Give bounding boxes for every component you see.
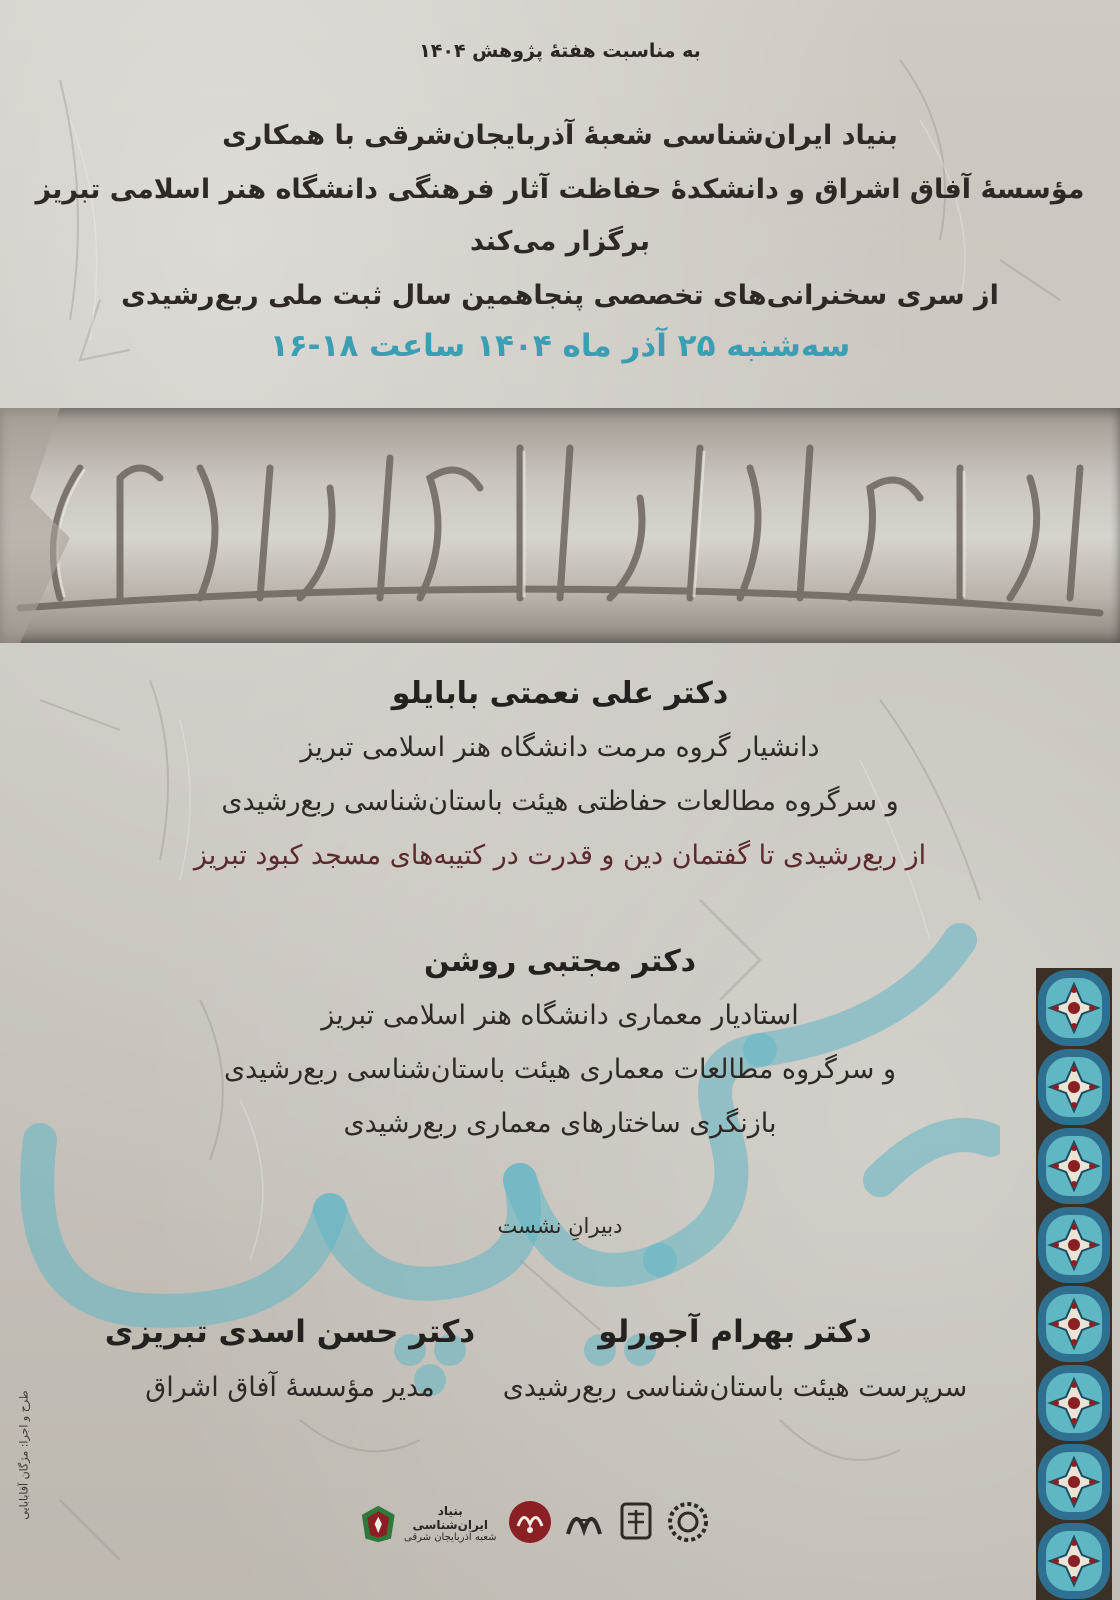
occasion-note: به مناسبت هفتهٔ پژوهش ۱۴۰۴ <box>419 40 701 62</box>
secretaries-heading: دبیرانِ نشست <box>497 1214 623 1238</box>
red-seal-logo <box>508 1500 552 1548</box>
design-credit-text: طرح و اجرا: مژگان آقابابایی <box>17 1390 31 1520</box>
event-datetime: سه‌شنبه ۲۵ آذر ماه ۱۴۰۴ ساعت ۱۸-۱۶ <box>269 328 851 364</box>
speaker-1-talk-title: از ربع‌رشیدی تا گفتمان دین و قدرت در کتیبه‌های مسجد کبود تبریز <box>193 840 927 871</box>
main-logo-subtitle: شعبه آذربایجان شرقی <box>404 1532 497 1544</box>
research-institute-logo <box>666 1500 710 1548</box>
speaker-1-role-2: و سرگروه مطالعات حفاظتی هیئت باستان‌شناسی ربع‌رشیدی <box>221 786 899 817</box>
secretary-2-role: مدیر مؤسسهٔ آفاق اشراق <box>145 1372 435 1403</box>
speaker-2-name: دکتر مجتبی روشن <box>423 944 697 979</box>
speaker-1-role-1: دانشیار گروه مرمت دانشگاه هنر اسلامی تبریز <box>300 732 820 763</box>
speaker-2-talk-title: بازنگری ساختارهای معماری ربع‌رشیدی <box>343 1108 777 1139</box>
secretary-2-name: دکتر حسن اسدی تبریزی <box>104 1314 476 1350</box>
university-logo <box>616 1500 656 1548</box>
design-credit <box>14 1390 34 1520</box>
main-logo-title: بنیاد ایران‌شناسی <box>412 1503 489 1532</box>
speaker-2-role-2: و سرگروه مطالعات معماری هیئت باستان‌شناسی ربع‌رشیدی <box>224 1054 896 1085</box>
calligraphic-logo <box>562 1500 606 1548</box>
organizer-line-4: از سری سخنرانی‌های تخصصی پنجاهمین سال ثبت ملی ربع‌رشیدی <box>121 280 999 311</box>
calligraphy-banner <box>0 408 1120 643</box>
iranology-emblem-icon <box>360 1502 396 1546</box>
iranology-foundation-logo <box>360 1502 498 1546</box>
secretary-1-role: سرپرست هیئت باستان‌شناسی ربع‌رشیدی <box>502 1372 968 1403</box>
speaker-1-name: دکتر علی نعمتی بابایلو <box>391 676 729 711</box>
secretary-1 <box>480 1314 990 1403</box>
organizer-line-2: مؤسسهٔ آفاق اشراق و دانشکدهٔ حفاظت آثار فرهنگی دانشگاه هنر اسلامی تبریز <box>35 174 1085 205</box>
organizer-line-1: بنیاد ایران‌شناسی شعبهٔ آذربایجان‌شرقی با همکاری <box>222 120 898 151</box>
speaker-2-role-1: استادیار معماری دانشگاه هنر اسلامی تبریز <box>321 1000 799 1031</box>
secretary-2 <box>90 1314 490 1403</box>
logo-row <box>360 1488 710 1560</box>
secretary-1-name: دکتر بهرام آجورلو <box>598 1314 872 1350</box>
tile-strip-icon <box>1036 968 1112 1600</box>
organizer-line-3: برگزار می‌کند <box>470 226 650 257</box>
